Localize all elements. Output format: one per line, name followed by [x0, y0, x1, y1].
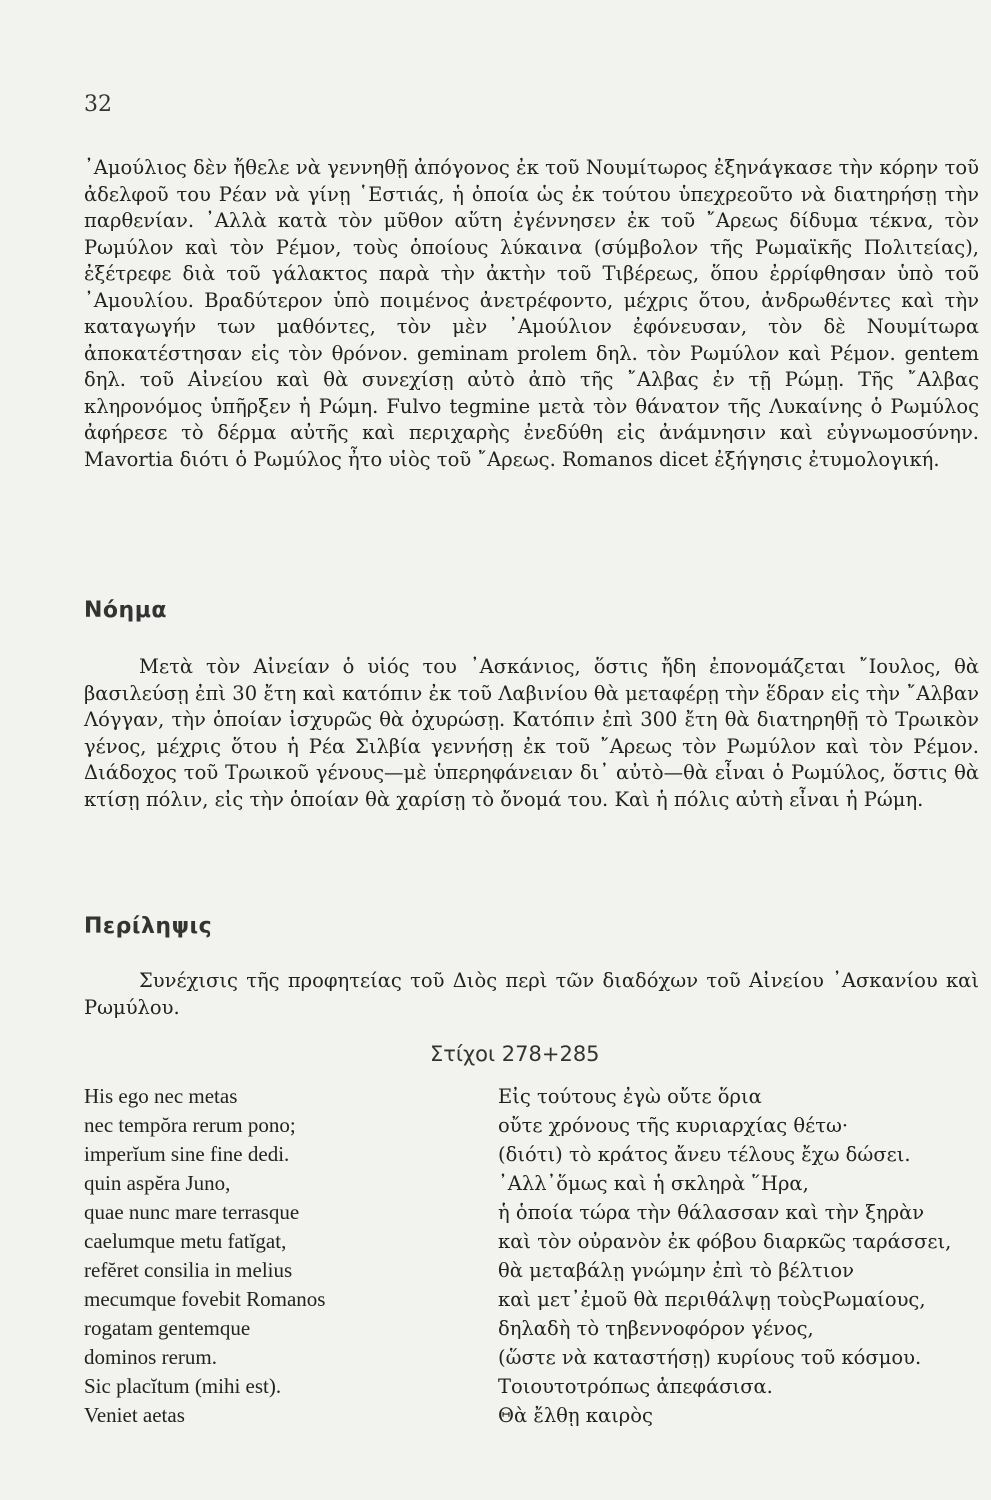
greek-translation: θὰ μεταβάλῃ γνώμην ἐπὶ τὸ βέλτιον [498, 1259, 854, 1282]
greek-translation: (ὥστε νὰ καταστήσῃ) κυρίους τοῦ κόσμου. [498, 1346, 922, 1369]
greek-translation: καὶ μετ᾿ἐμοῦ θὰ περιθάλψῃ τοὺςΡωμαίους, [498, 1288, 926, 1311]
section-heading-noima: Νόημα [84, 598, 167, 623]
verse-row [84, 1372, 979, 1401]
greek-translation: Θὰ ἔλθῃ καιρὸς [498, 1404, 653, 1427]
latin-verse: His ego nec metas [84, 1084, 238, 1108]
greek-translation: οὔτε χρόνους τῆς κυριαρχίας θέτω· [498, 1114, 849, 1137]
meaning-paragraph: Μετὰ τὸν Αἰνείαν ὁ υἱός του ᾿Ασκάνιος, ὅστις ἤδη ἐπονομάζεται ῎Ιουλος, θὰ βασιλεύσῃ ἐπὶ 30 ἔτη καὶ κατόπιν ἐκ τοῦ Λαβινίου θὰ μεταφέρῃ τὴν ἕδραν εἰς τὴν ῎Αλβαν Λόγγαν, τὴν ὁποίαν ἰσχυρῶς θὰ ὀχυρώσῃ. Κατόπιν ἐπὶ 300 ἔτη θὰ διατηρηθῇ τὸ Τρωικὸν γένος, μέχρις ὅτου ἡ Ρέα Σιλβία γεννήσῃ ἐκ τοῦ ῎Αρεως τὸν Ρωμύλον καὶ τὸν Ρέμον. Διάδοχος τοῦ Τρωικοῦ γένους—μὲ ὑπερηφάνειαν δι᾿ αὐτὸ—θὰ εἶναι ὁ Ρωμύλος, ὅστις θὰ κτίσῃ πόλιν, εἰς τὴν ὁποίαν θὰ χαρίσῃ τὸ ὄνομά του. Καὶ ἡ πόλις αὐτὴ εἶναι ἡ Ρώμη. [84, 655, 979, 811]
verse-range-title: Στίχοι 278+285 [430, 1042, 600, 1066]
greek-translation: ᾿Αλλ᾿ὅμως καὶ ἡ σκληρὰ ῞Ηρα, [498, 1172, 809, 1195]
verse-row [84, 1169, 979, 1198]
latin-verse: imperĭum sine fine dedi. [84, 1142, 290, 1166]
verse-row [84, 1082, 979, 1111]
latin-verse: nec tempŏra rerum pono; [84, 1113, 296, 1137]
page-number: 32 [84, 92, 112, 117]
verse-row [84, 1198, 979, 1227]
greek-translation: δηλαδὴ τὸ τηβεννοφόρον γένος, [498, 1317, 814, 1340]
summary-paragraph: Συνέχισις τῆς προφητείας τοῦ Διὸς περὶ τῶν διαδόχων τοῦ Αἰνείου ᾿Ασκανίου καὶ Ρωμύλου. [84, 969, 979, 1019]
latin-verse: caelumque metu fatĭgat, [84, 1229, 287, 1253]
latin-verse: rogatam gentemque [84, 1316, 251, 1340]
latin-verse: quae nunc mare terrasque [84, 1200, 300, 1224]
latin-verse: Veniet aetas [84, 1403, 185, 1427]
greek-translation: Εἰς τούτους ἐγὼ οὔτε ὅρια [498, 1085, 762, 1108]
section-heading-perilipsis: Περίληψις [84, 914, 213, 939]
verse-translation-table [84, 1082, 979, 1430]
latin-verse: mecumque fovebit Romanos [84, 1287, 326, 1311]
greek-translation: καὶ τὸν οὐρανὸν ἐκ φόβου διαρκῶς ταράσσει, [498, 1230, 952, 1253]
greek-translation: ἡ ὁποία τώρα τὴν θάλασσαν καὶ τὴν ξηρὰν [498, 1201, 925, 1224]
verse-row [84, 1111, 979, 1140]
latin-verse: refĕret consilia in melius [84, 1258, 293, 1282]
verse-row [84, 1401, 979, 1430]
verse-row [84, 1227, 979, 1256]
verse-row [84, 1140, 979, 1169]
latin-verse: Sic placĭtum (mihi est). [84, 1374, 282, 1398]
verse-row [84, 1256, 979, 1285]
commentary-paragraph: ᾿Αμούλιος δὲν ἤθελε νὰ γεννηθῇ ἀπόγονος ἐκ τοῦ Νουμίτωρος ἐξηνάγκασε τὴν κόρην τοῦ ἀδελφοῦ του Ρέαν νὰ γίνῃ ῾Εστιάς, ἡ ὁποία ὡς ἐκ τούτου ὑπεχρεοῦτο νὰ διατηρήσῃ τὴν παρθενίαν. ᾿Αλλὰ κατὰ τὸν μῦθον αὕτη ἐγέννησεν ἐκ τοῦ ῎Αρεως δίδυμα τέκνα, τὸν Ρωμύλον καὶ τὸν Ρέμον, τοὺς ὁποίους λύκαινα (σύμβολον τῆς Ρωμαϊκῆς Πολιτείας), ἐξέτρεφε διὰ τοῦ γάλακτος παρὰ τὴν ἀκτὴν τοῦ Τιβέρεως, ὅπου ἐρρίφθησαν ὑπὸ τοῦ ᾿Αμουλίου. Βραδύτερον ὑπὸ ποιμένος ἀνετρέφοντο, μέχρις ὅτου, ἀνδρωθέντες καὶ τὴν καταγωγήν των μαθόντες, τὸν μὲν ᾿Αμούλιον ἐφόνευσαν, τὸν δὲ Νουμίτωρα ἀποκατέστησαν εἰς τὸν θρόνον. geminam prolem δηλ. τὸν Ρωμύλον καὶ Ρέμον. gentem δηλ. τοῦ Αἰνείου καὶ θὰ συνεχίσῃ αὐτὸ ἀπὸ τῆς ῎Αλβας ἐν τῇ Ρώμῃ. Τῆς ῎Αλβας κληρονόμος ὑπῆρξεν ἡ Ρώμη. Fulvo tegmine μετὰ τὸν θάνατον τῆς Λυκαίνης ὁ Ρωμύλος ἀφήρεσε τὸ δέρμα αὐτῆς καὶ περιχαρὴς ἐνεδύθη εἰς ἀνάμνησιν καὶ εὐγνωμοσύνην. Mavortia διότι ὁ Ρωμύλος ἦτο υἱὸς τοῦ ῎Αρεως. Romanos dicet ἐξήγησις ἐτυμολογική. [84, 156, 979, 471]
greek-translation: (διότι) τὸ κράτος ἄνευ τέλους ἔχω δώσει. [498, 1143, 911, 1166]
verse-row [84, 1285, 979, 1314]
greek-translation: Τοιουτοτρόπως ἀπεφάσισα. [498, 1375, 773, 1398]
verse-row [84, 1343, 979, 1372]
verse-row [84, 1314, 979, 1343]
latin-verse: quin aspĕra Juno, [84, 1171, 231, 1195]
latin-verse: dominos rerum. [84, 1345, 217, 1369]
